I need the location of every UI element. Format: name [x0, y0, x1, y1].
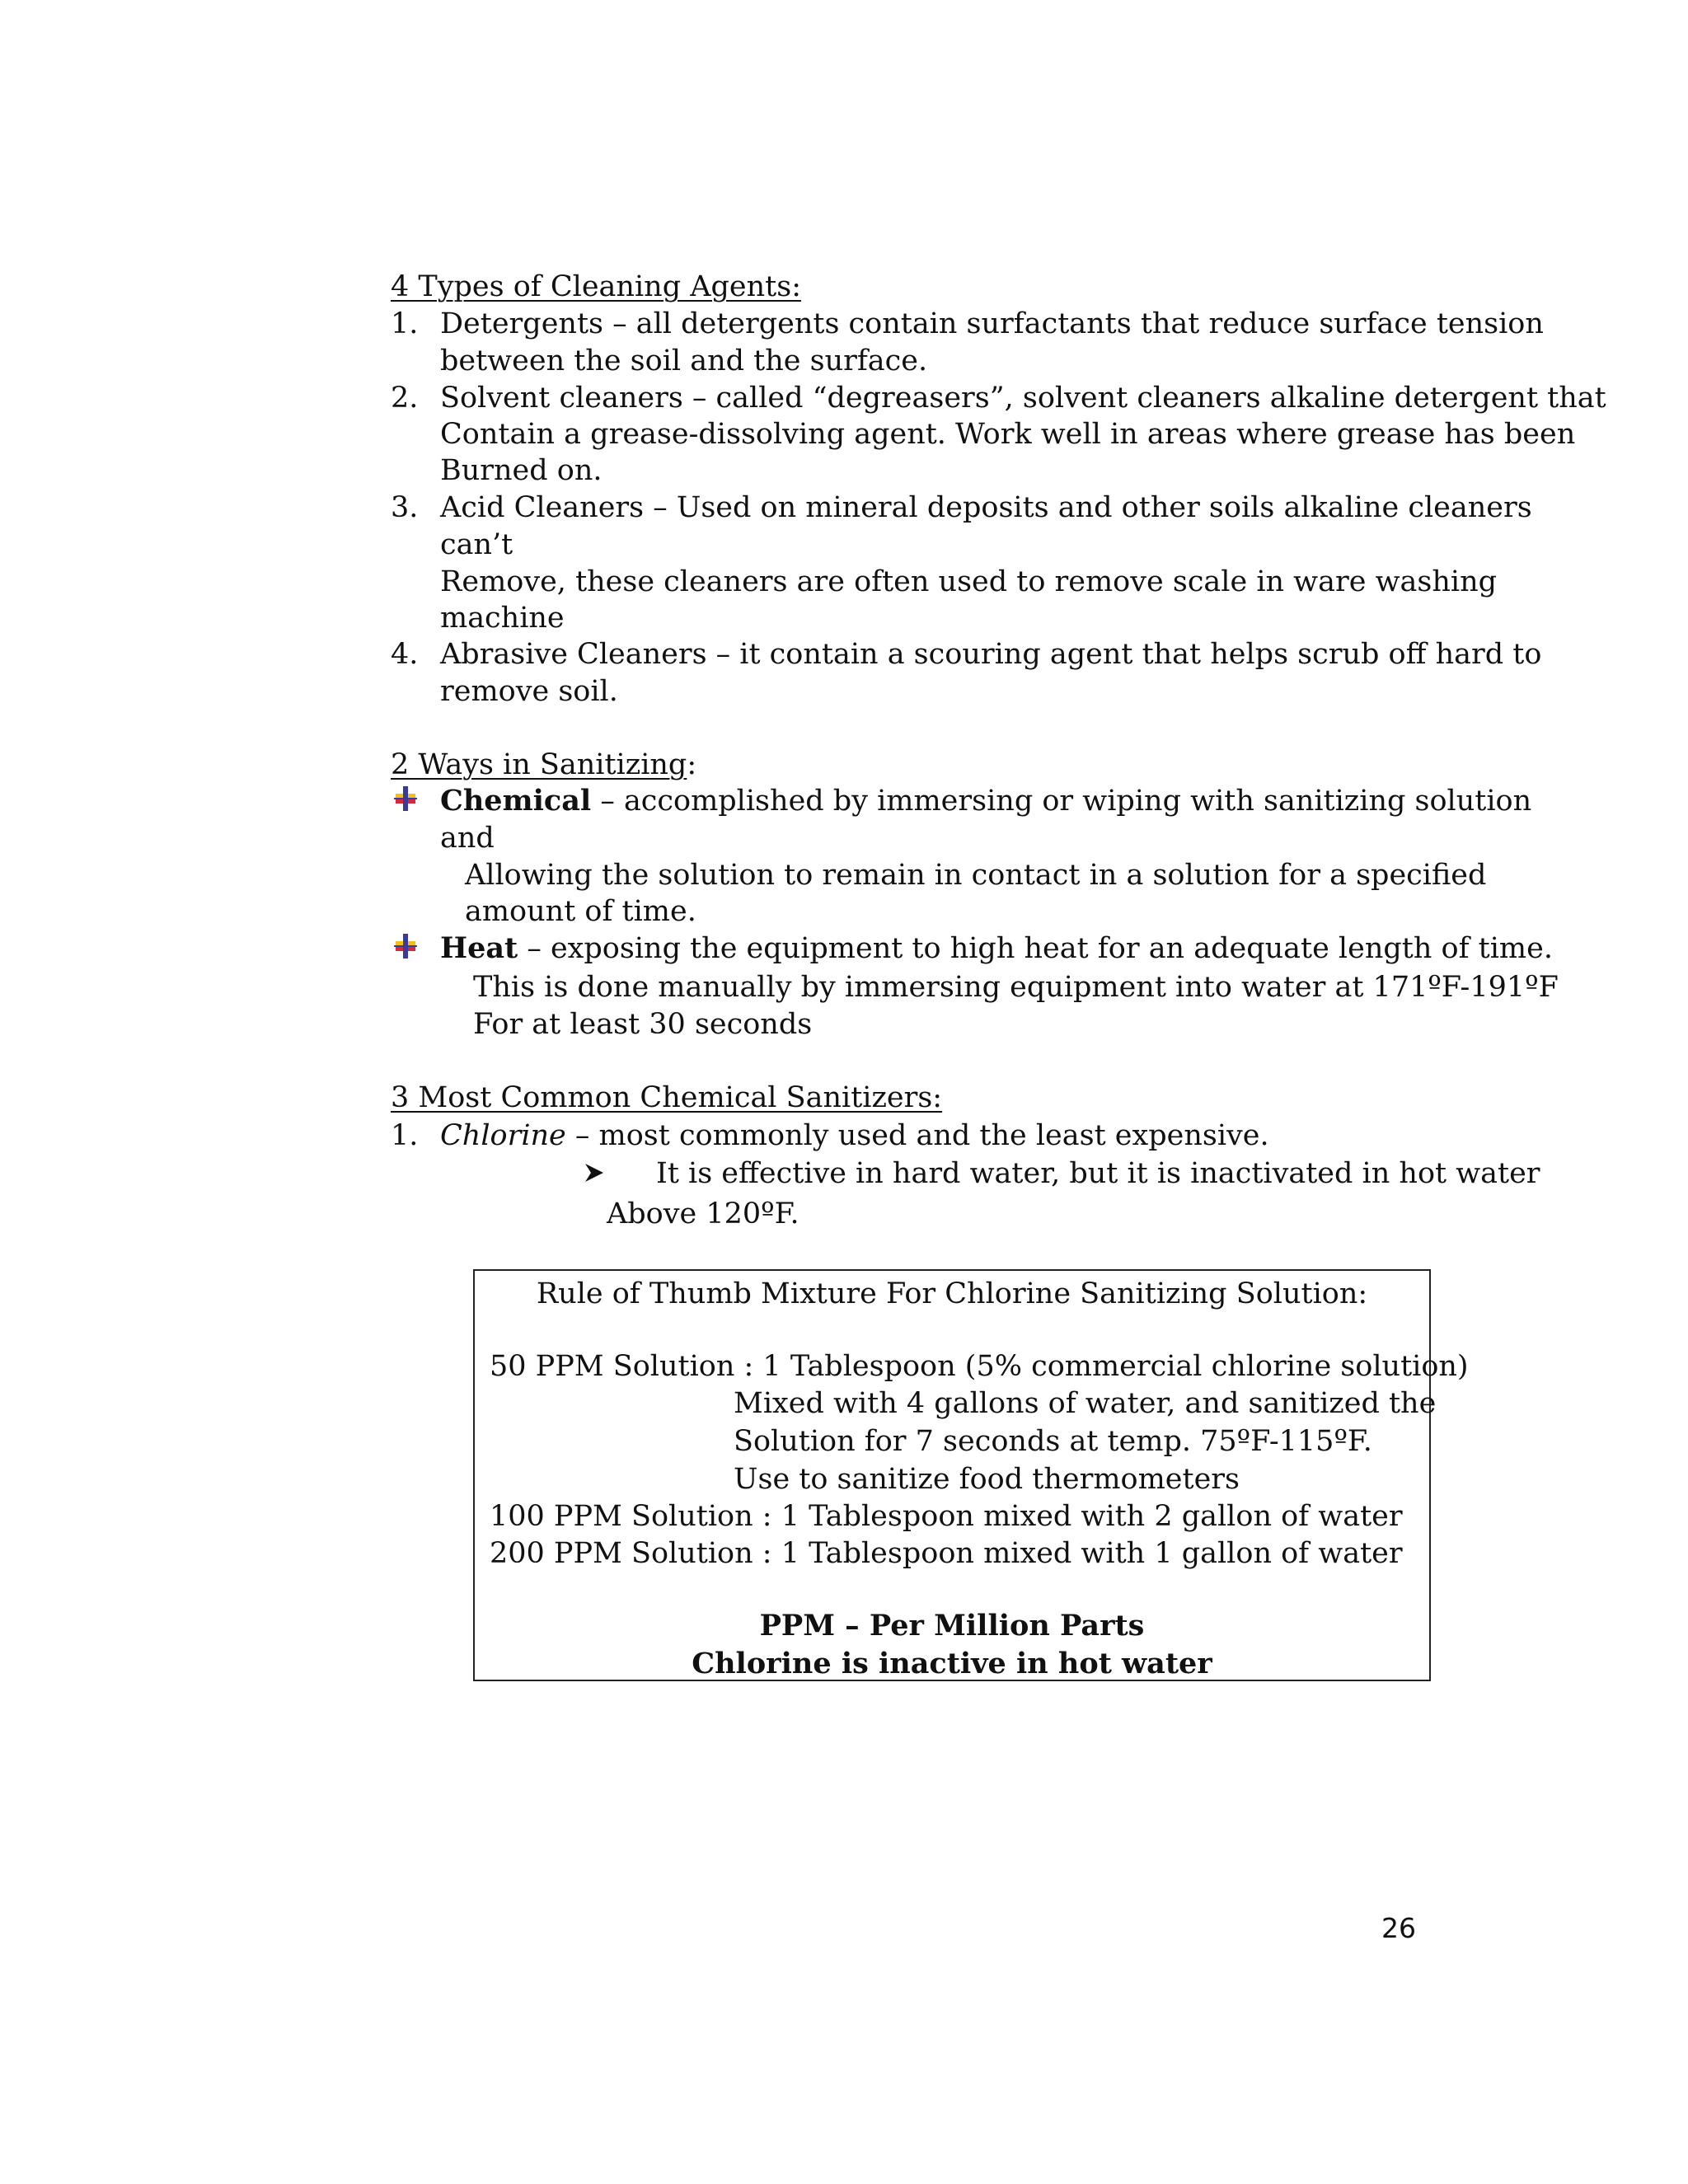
chemical-line: [440, 783, 1531, 819]
cleaning-heading: 4 Types of Cleaning Agents:: [391, 270, 801, 303]
chemical-line: and: [440, 822, 495, 855]
list-number: 1.: [391, 307, 419, 340]
box-bold-line: Chlorine is inactive in hot water: [692, 1647, 1212, 1680]
heat-line: For at least 30 seconds: [473, 1008, 813, 1041]
list-item-line: Abrasive Cleaners – it contain a scouring agent that helps scrub off hard to: [440, 638, 1542, 671]
chlorine-sub-line: It is effective in hard water, but it is inactivated in hot water: [656, 1157, 1540, 1190]
box-line: 100 PPM Solution : 1 Tablespoon mixed with 2 gallon of water: [490, 1500, 1403, 1533]
chlorine-mixture-box: [473, 1269, 1469, 1681]
heat-line: This is done manually by immersing equipment into water at 171ºF-191ºF: [473, 971, 1559, 1004]
chlorine-sub-line: Above 120ºF.: [607, 1197, 799, 1230]
list-number: 4.: [391, 638, 419, 671]
box-line: 50 PPM Solution : 1 Tablespoon (5% commercial chlorine solution): [490, 1350, 1469, 1383]
heat-line: [440, 930, 1553, 967]
list-item-line: between the soil and the surface.: [440, 344, 928, 377]
chlorine-text: – most commonly used and the least expensive.: [565, 1119, 1269, 1152]
list-item-line: Detergents – all detergents contain surfactants that reduce surface tension: [440, 307, 1544, 340]
list-item-line: can’t: [440, 528, 513, 561]
chemical-term: Chemical: [440, 784, 592, 818]
chlorine-term: Chlorine: [440, 1119, 566, 1152]
list-number: 1.: [391, 1119, 419, 1152]
chemical-line: Allowing the solution to remain in contact in a solution for a specified: [465, 859, 1487, 892]
chlorine-line: [440, 1118, 1269, 1154]
heat-text: – exposing the equipment to high heat for an adequate length of time.: [518, 932, 1553, 965]
chemical-text: – accomplished by immersing or wiping with sanitizing solution: [591, 785, 1532, 818]
list-item-line: machine: [440, 602, 565, 635]
box-line: Solution for 7 seconds at temp. 75ºF-115ºF.: [734, 1425, 1372, 1458]
list-item-line: Remove, these cleaners are often used to remove scale in ware washing: [440, 565, 1498, 598]
sanitizing-heading: [391, 747, 696, 783]
box-line: Mixed with 4 gallons of water, and sanitized the: [734, 1387, 1437, 1420]
list-number: 2.: [391, 382, 419, 415]
box-bold-line: PPM – Per Million Parts: [759, 1609, 1145, 1643]
chemical-line: amount of time.: [465, 895, 696, 928]
list-item-line: Solvent cleaners – called “degreasers”, solvent cleaners alkaline detergent that: [440, 382, 1606, 415]
sanitizing-heading-colon: :: [687, 748, 697, 781]
cross-bullet-icon: [392, 934, 419, 958]
box-line: Use to sanitize food thermometers: [734, 1463, 1240, 1496]
arrowhead-bullet-icon: [584, 1162, 605, 1183]
page-number: 26: [1381, 1912, 1416, 1944]
list-number: 3.: [391, 491, 419, 524]
sanitizing-heading-text: 2 Ways in Sanitizing: [391, 748, 687, 781]
box-line: 200 PPM Solution : 1 Tablespoon mixed with 1 gallon of water: [490, 1537, 1403, 1570]
box-title: Rule of Thumb Mixture For Chlorine Sanitizing Solution:: [536, 1277, 1368, 1310]
list-item-line: remove soil.: [440, 675, 618, 708]
heat-term: Heat: [440, 931, 518, 965]
list-item-line: Acid Cleaners – Used on mineral deposits and other soils alkaline cleaners: [440, 491, 1532, 524]
sanitizers-heading: 3 Most Common Chemical Sanitizers:: [391, 1081, 943, 1114]
list-item-line: Burned on.: [440, 454, 603, 487]
list-item-line: Contain a grease-dissolving agent. Work well in areas where grease has been: [440, 418, 1576, 451]
cross-bullet-icon: [392, 786, 419, 811]
